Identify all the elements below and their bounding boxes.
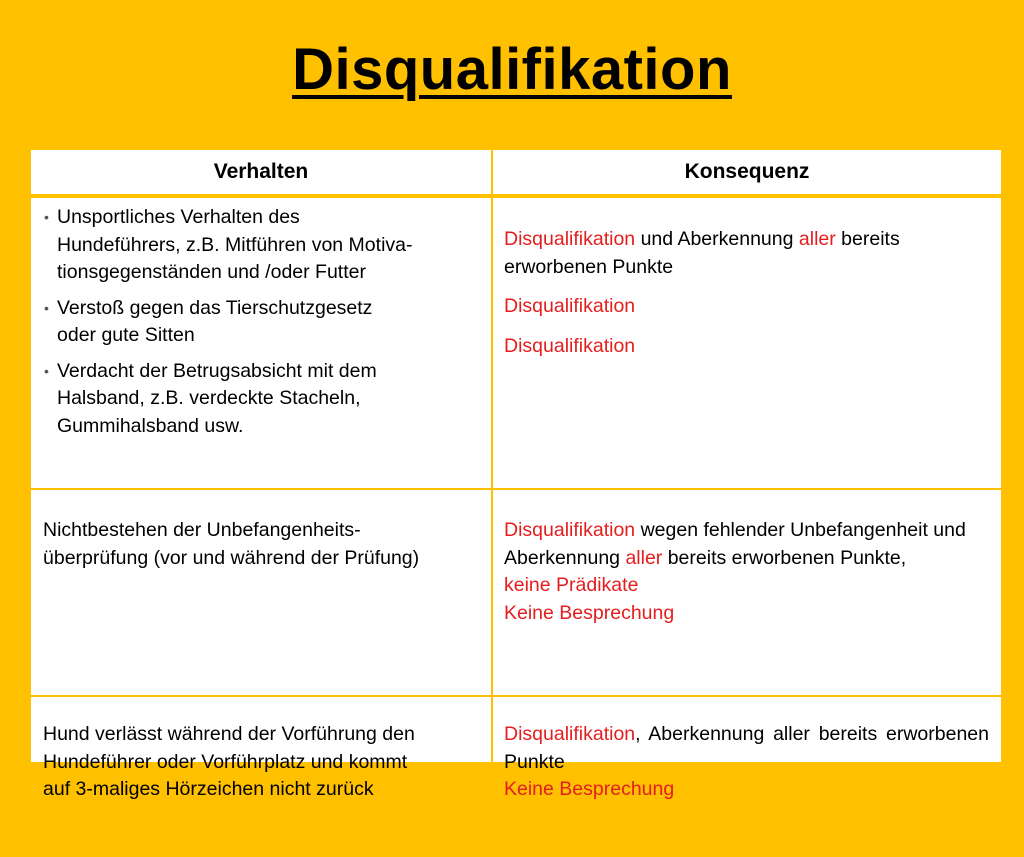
bullet-icon: •	[44, 209, 49, 225]
consequence-highlight: Keine Besprechung	[504, 601, 675, 624]
list-item-line: tionsgegenständen und /oder Futter	[57, 261, 366, 283]
bullet-icon: •	[44, 299, 49, 316]
list-item-line: Gummihalsband usw.	[57, 414, 244, 437]
consequence-item	[504, 517, 989, 572]
list-item-line: Halsband, z.B. verdeckte Stacheln,	[57, 387, 361, 409]
behavior-cell	[31, 196, 492, 489]
consequence-highlight: keine Prädikate	[504, 574, 639, 596]
consequence-highlight: Disqualifikation	[504, 295, 636, 317]
list-item	[43, 358, 481, 441]
list-item	[43, 295, 481, 350]
consequence-item	[504, 226, 989, 281]
behavior-cell	[31, 696, 492, 857]
behavior-cell	[31, 489, 492, 696]
consequence-cell	[492, 196, 1001, 489]
list-item-line: oder gute Sitten	[57, 324, 195, 346]
table-header-row	[31, 150, 1001, 196]
consequence-text: , Aberkennung aller bereits erworbenen Punkte	[504, 723, 989, 773]
consequence-highlight: Disqualifikation	[504, 519, 636, 541]
consequence-item	[504, 293, 989, 321]
consequence-text: bereits erworbenen Punkte,	[662, 546, 907, 569]
consequence-highlight: Disqualifikation	[504, 228, 636, 250]
bullet-icon: •	[44, 362, 49, 379]
table	[31, 150, 1001, 857]
behavior-text-line: Hund verlässt während der Vorführung den	[43, 723, 415, 745]
consequence-cell	[492, 696, 1001, 857]
consequence-text: wegen fehlender Unbefangenheit und Aberkennung	[504, 519, 966, 569]
consequence-highlight: aller	[798, 228, 836, 250]
list-item	[43, 204, 481, 287]
table-row	[31, 696, 1001, 857]
list-item-line: Verstoß gegen das Tierschutzgesetz	[57, 296, 373, 319]
consequence-highlight: aller	[625, 546, 663, 569]
table-row	[31, 196, 1001, 489]
list-item-line: Unsportliches Verhalten des	[57, 206, 300, 228]
list-item-line: Hundeführers, z.B. Mitführen von Motiva-	[57, 233, 413, 256]
slide-title: Disqualifikation	[292, 37, 732, 102]
consequence-highlight: Disqualifikation	[504, 723, 636, 745]
behavior-text-line: Nichtbestehen der Unbefangenheits-	[43, 519, 361, 541]
behavior-text-line: überprüfung (vor und während der Prüfung)	[43, 546, 420, 569]
column-header-verhalten: Verhalten	[31, 150, 492, 196]
behavior-text-line: auf 3-maliges Hörzeichen nicht zurück	[43, 778, 374, 800]
consequence-item	[504, 333, 989, 361]
consequence-text: und Aberkennung	[635, 228, 799, 250]
consequence-cell	[492, 489, 1001, 696]
consequence-highlight: Disqualifikation	[504, 334, 636, 357]
behavior-list	[43, 204, 481, 440]
column-header-konsequenz: Konsequenz	[492, 150, 1001, 196]
consequence-highlight: Keine Besprechung	[504, 778, 675, 800]
behavior-text-line: Hundeführer oder Vorführplatz und kommt	[43, 750, 408, 773]
table-row	[31, 489, 1001, 696]
list-item-line: Verdacht der Betrugsabsicht mit dem	[57, 359, 377, 382]
disqualification-table	[31, 150, 1001, 800]
consequence-text: bereits erworbenen Punkte	[504, 228, 900, 278]
